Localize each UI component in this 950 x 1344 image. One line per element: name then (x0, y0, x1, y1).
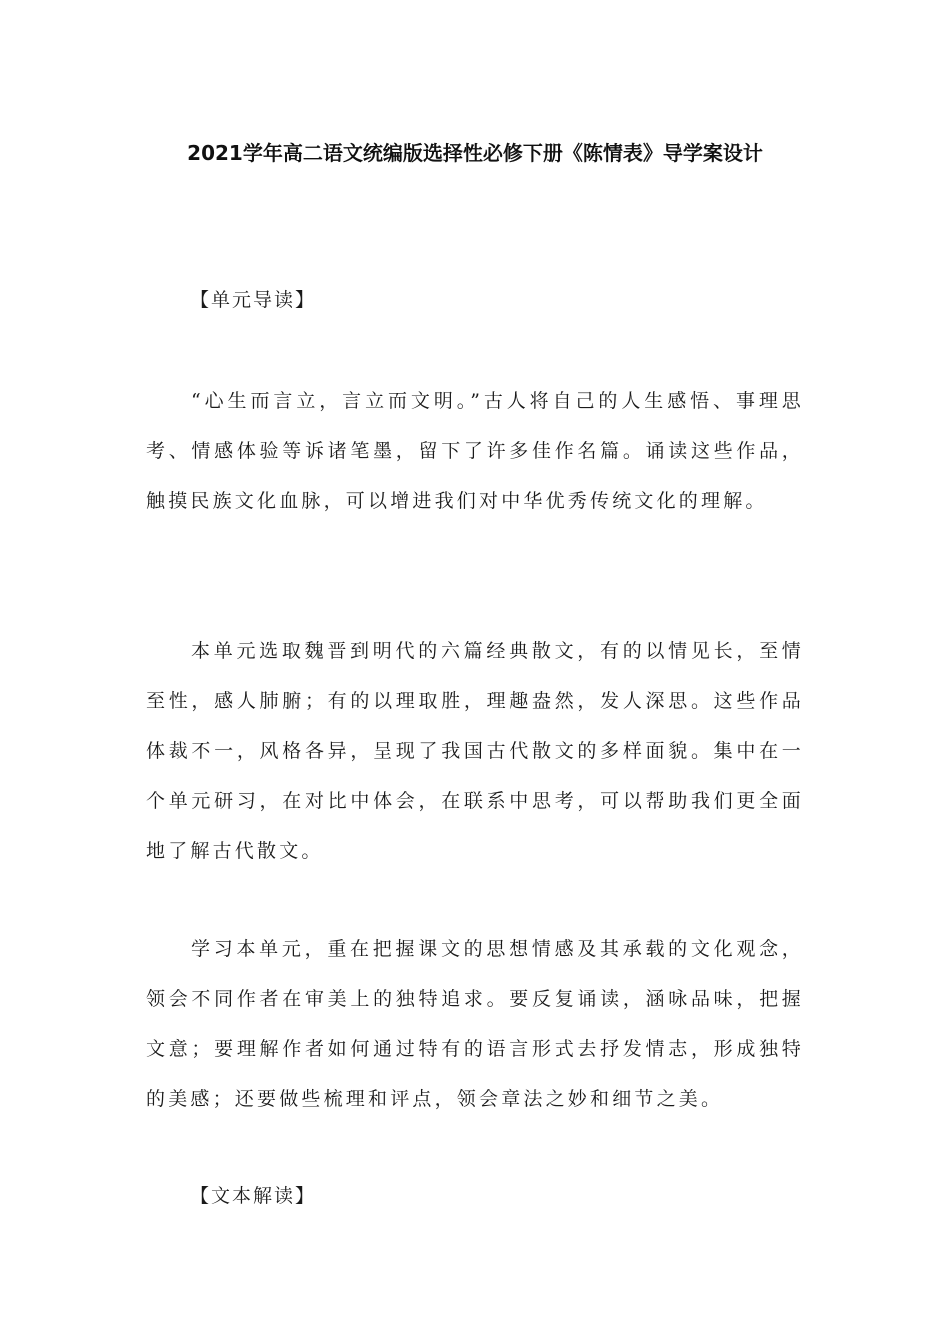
document-title: 2021学年高二语文统编版选择性必修下册《陈情表》导学案设计 (187, 141, 763, 165)
section-heading-text-reading: 【文本解读】 (190, 1185, 317, 1207)
paragraph-unit-intro: “心生而言立，言立而文明。”古人将自己的人生感悟、事理思考、情感体验等诉诸笔墨，留下了许多佳作名篇。诵读这些作品，触摸民族文化血脉，可以增进我们对中华优秀传统文化的理解。 (146, 390, 804, 512)
paragraph-unit-selection: 本单元选取魏晋到明代的六篇经典散文，有的以情见长，至情至性，感人肺腑；有的以理取胜，理趣盎然，发人深思。这些作品体裁不一，风格各异，呈现了我国古代散文的多样面貌。集中在一个单元研习，在对比中体会，在联系中思考，可以帮助我们更全面地了解古代散文。 (146, 640, 804, 862)
paragraph-unit-study-goals: 学习本单元，重在把握课文的思想情感及其承载的文化观念，领会不同作者在审美上的独特追求。要反复诵读，涵咏品味，把握文意；要理解作者如何通过特有的语言形式去抒发情志，形成独特的美感；还要做些梳理和评点，领会章法之妙和细节之美。 (146, 938, 804, 1110)
section-heading-unit-guide: 【单元导读】 (190, 289, 317, 311)
